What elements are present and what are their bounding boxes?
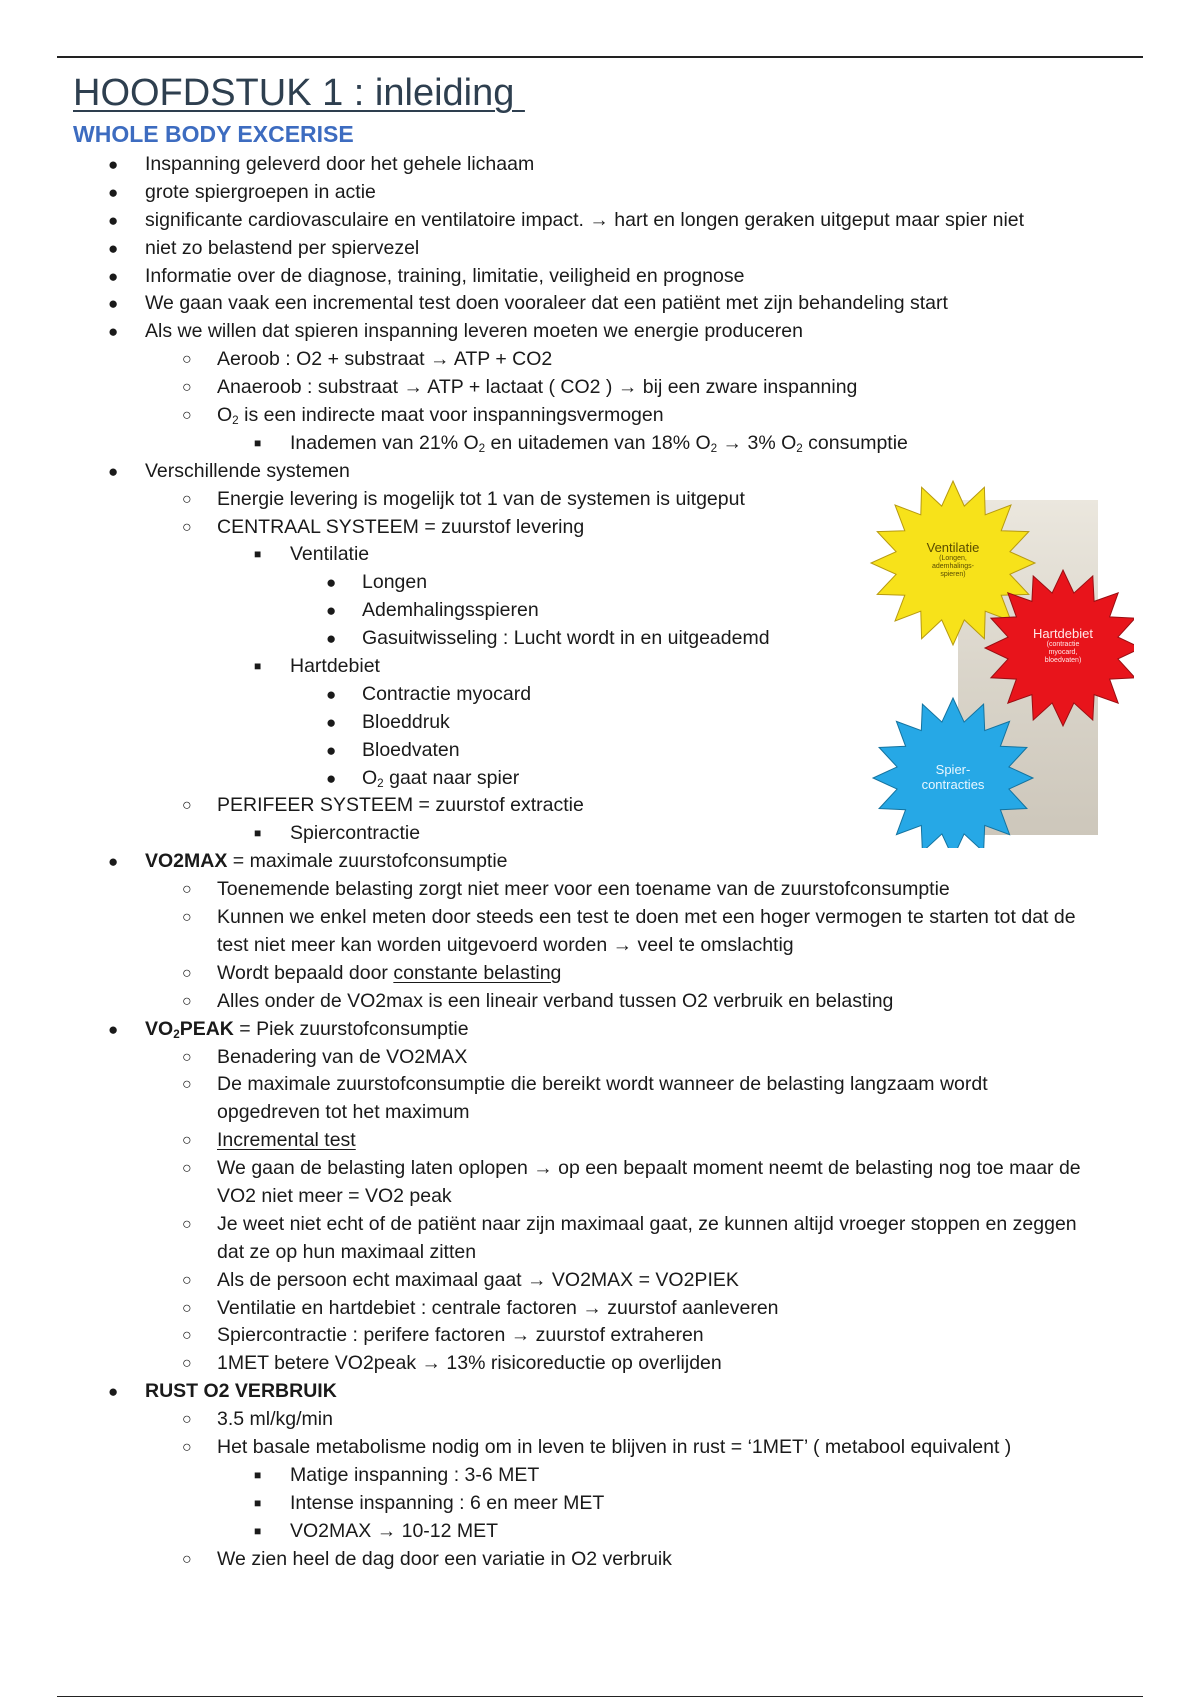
list-item: ● Inspanning geleverd door het gehele lichaam xyxy=(0,151,1200,179)
bullet-dot-icon: ● xyxy=(326,684,337,704)
oxygen-systems-figure xyxy=(858,478,1134,848)
bullet-square-icon: ■ xyxy=(254,1495,262,1510)
bullet-circle-icon: ○ xyxy=(182,964,192,982)
list-item: ○ Anaeroob : substraat → ATP + lactaat ( CO2 ) → bij een zware inspanning xyxy=(0,374,1200,402)
spiercontracties-label: Spier- contracties xyxy=(921,762,985,792)
top-rule xyxy=(57,56,1143,58)
bullet-circle-icon: ○ xyxy=(182,1355,192,1373)
list-item: ■ Ventilatie xyxy=(0,541,1200,569)
bullet-circle-icon: ○ xyxy=(182,1076,192,1094)
bullet-square-icon: ■ xyxy=(254,659,262,674)
list-item: ● Verschillende systemen xyxy=(0,458,1200,486)
list-item: ○ Het basale metabolisme nodig om in leven te blijven in rust = ‘1MET’ ( metabool equivalent ) xyxy=(0,1434,1200,1462)
bullet-square-icon: ■ xyxy=(254,547,262,562)
bullet-circle-icon: ○ xyxy=(182,1550,192,1568)
hartdebiet-label: Hartdebiet (contractie myocard, bloedvaten) xyxy=(1033,626,1093,664)
bullet-square-icon: ■ xyxy=(254,1467,262,1482)
list-item: ○ Benadering van de VO2MAX xyxy=(0,1044,1200,1072)
list-item: ● Als we willen dat spieren inspanning leveren moeten we energie produceren xyxy=(0,318,1200,346)
list-item: ○ $O_2$ is een indirecte maat voor inspanningsvermogen xyxy=(0,402,1200,430)
list-item: ○ PERIFEER SYSTEEM = zuurstof extractie xyxy=(0,792,1200,820)
list-item-continuation: VO2 niet meer = VO2 peak xyxy=(217,1184,452,1207)
bullet-circle-icon: ○ xyxy=(182,1327,192,1345)
list-item: ● Bloedvaten xyxy=(0,737,1200,765)
bullet-dot-icon: ● xyxy=(108,155,119,174)
bullet-dot-icon: ● xyxy=(108,294,119,314)
list-item-continuation: test niet meer kan worden uitgevoerd worden → veel te omslachtig xyxy=(217,933,794,956)
bullet-square-icon: ■ xyxy=(254,435,262,450)
list-item: ○ 1MET betere VO2peak → 13% risicoreductie op overlijden xyxy=(0,1350,1200,1378)
bottom-rule xyxy=(57,1696,1143,1697)
bullet-circle-icon: ○ xyxy=(182,518,192,536)
list-item: ■ VO2MAX → 10-12 MET xyxy=(0,1518,1200,1546)
bullet-circle-icon: ○ xyxy=(182,797,192,815)
bullet-dot-icon: ● xyxy=(108,210,119,230)
bullet-circle-icon: ○ xyxy=(182,379,192,397)
list-item: ○ Ventilatie en hartdebiet : centrale factoren → zuurstof aanleveren xyxy=(0,1295,1200,1323)
bullet-square-icon: ■ xyxy=(254,1523,262,1538)
list-item: ○ 3.5 ml/kg/min xyxy=(0,1406,1200,1434)
bullet-circle-icon: ○ xyxy=(182,407,192,425)
list-item: ■ Matige inspanning : 3-6 MET xyxy=(0,1462,1200,1490)
bullet-circle-icon: ○ xyxy=(182,992,192,1010)
list-item: ○ De maximale zuurstofconsumptie die bereikt wordt wanneer de belasting langzaam wordt xyxy=(0,1071,1200,1099)
bullet-circle-icon: ○ xyxy=(182,881,192,899)
list-item: ● significante cardiovasculaire en ventilatoire impact. → hart en longen geraken uitgeput maar spier niet xyxy=(0,207,1200,235)
list-item: ■ Inademen van 21% $O_2$ en uitademen van 18% $O_2 \to 3\%$ $O_2$ consumptie xyxy=(0,430,1200,458)
page-title: HOOFDSTUK 1 : inleiding xyxy=(73,72,525,114)
bullet-dot-icon: ● xyxy=(108,461,119,481)
bullet-dot-icon: ● xyxy=(108,266,119,286)
bullet-dot-icon: ● xyxy=(108,238,119,258)
list-item: ○ Spiercontractie : perifere factoren → zuurstof extraheren xyxy=(0,1322,1200,1350)
list-item: ● Informatie over de diagnose, training, limitatie, veiligheid en prognose xyxy=(0,263,1200,291)
bullet-dot-icon: ● xyxy=(108,322,119,342)
list-item: ○ Aeroob : O2 + substraat → ATP + CO2 xyxy=(0,346,1200,374)
bullet-dot-icon: ● xyxy=(108,1382,119,1402)
list-item: ○ Alles onder de VO2max is een lineair verband tussen O2 verbruik en belasting xyxy=(0,988,1200,1016)
list-item: ○ Energie levering is mogelijk tot 1 van de systemen is uitgeput xyxy=(0,486,1200,514)
bullet-dot-icon: ● xyxy=(326,712,337,732)
list-item: ○ Als de persoon echt maximaal gaat → VO2MAX = VO2PIEK xyxy=(0,1267,1200,1295)
list-item: ○ Je weet niet echt of de patiënt naar zijn maximaal gaat, ze kunnen altijd vroeger stoppen en zeggen xyxy=(0,1211,1200,1239)
list-item: ● We gaan vaak een incremental test doen vooraleer dat een patiënt met zijn behandeling start xyxy=(0,290,1200,318)
bullet-dot-icon: ● xyxy=(108,1019,119,1039)
list-item: ● grote spiergroepen in actie xyxy=(0,179,1200,207)
bullet-dot-icon: ● xyxy=(326,740,337,760)
bullet-circle-icon: ○ xyxy=(182,351,192,369)
list-item: ○ CENTRAAL SYSTEEM = zuurstof levering xyxy=(0,514,1200,542)
list-item: ○ Incremental test xyxy=(0,1127,1200,1155)
bullet-circle-icon: ○ xyxy=(182,1132,192,1150)
list-item: ■ Hartdebiet xyxy=(0,653,1200,681)
bullet-circle-icon: ○ xyxy=(182,1271,192,1289)
list-item: ● Contractie myocard xyxy=(0,681,1200,709)
bullet-dot-icon: ● xyxy=(326,601,337,621)
list-item: ● Gasuitwisseling : Lucht wordt in en uitgeademd xyxy=(0,625,1200,653)
list-item: ● niet zo belastend per spiervezel xyxy=(0,235,1200,263)
bullet-dot-icon: ● xyxy=(108,182,119,202)
bullet-circle-icon: ○ xyxy=(182,1160,192,1178)
bullet-circle-icon: ○ xyxy=(182,490,192,508)
bullet-circle-icon: ○ xyxy=(182,1438,192,1456)
list-item: ● VO2MAX = maximale zuurstofconsumptie xyxy=(0,848,1200,876)
list-item: ● Longen xyxy=(0,569,1200,597)
list-item: ○ We zien heel de dag door een variatie in O2 verbruik xyxy=(0,1546,1200,1574)
list-item: ■ Intense inspanning : 6 en meer MET xyxy=(0,1490,1200,1518)
list-item: ○ We gaan de belasting laten oplopen → op een bepaalt moment neemt de belasting nog toe maar de xyxy=(0,1155,1200,1183)
bullet-dot-icon: ● xyxy=(108,852,119,872)
bullet-dot-icon: ● xyxy=(326,573,337,593)
bullet-circle-icon: ○ xyxy=(182,1048,192,1066)
bullet-square-icon: ■ xyxy=(254,826,262,841)
list-item-continuation: dat ze op hun maximaal zitten xyxy=(217,1240,477,1263)
list-item-continuation: opgedreven tot het maximum xyxy=(217,1101,470,1124)
bullet-circle-icon: ○ xyxy=(182,1299,192,1317)
list-item: ● $O_2$ gaat naar spier xyxy=(0,765,1200,793)
bullet-dot-icon: ● xyxy=(326,768,337,788)
list-item: ● RUST O2 VERBRUIK xyxy=(0,1378,1200,1406)
list-item: ○ Toenemende belasting zorgt niet meer voor een toename van de zuurstofconsumptie xyxy=(0,876,1200,904)
list-item: ■ Spiercontractie xyxy=(0,820,1200,848)
bullet-list xyxy=(0,151,1200,1573)
section-heading: WHOLE BODY EXCERISE xyxy=(73,121,354,147)
bullet-circle-icon: ○ xyxy=(182,1215,192,1233)
list-item: ○ Kunnen we enkel meten door steeds een test te doen met een hoger vermogen te starten tot dat de xyxy=(0,904,1200,932)
bullet-dot-icon: ● xyxy=(326,629,337,649)
list-item: ● $VO_2PEAK$ = Piek zuurstofconsumptie xyxy=(0,1016,1200,1044)
bullet-circle-icon: ○ xyxy=(182,909,192,927)
list-item: ○ Wordt bepaald door constante belasting xyxy=(0,960,1200,988)
list-item: ● Bloeddruk xyxy=(0,709,1200,737)
list-item: ● Ademhalingsspieren xyxy=(0,597,1200,625)
ventilatie-label: Ventilatie (Longen, ademhalings- spieren) xyxy=(926,540,980,578)
bullet-circle-icon: ○ xyxy=(182,1411,192,1429)
